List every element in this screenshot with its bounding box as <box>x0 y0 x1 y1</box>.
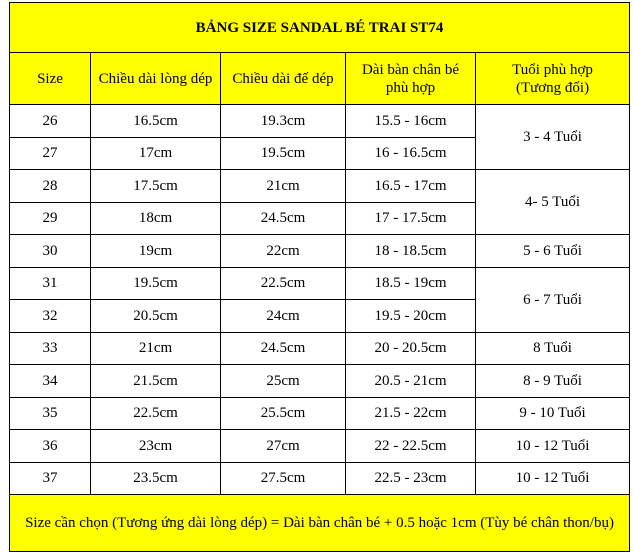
header-age-line1: Tuổi phù hợp <box>512 61 593 78</box>
cell-size: 36 <box>10 430 91 463</box>
cell-foot: 18.5 - 19cm <box>346 267 476 300</box>
cell-size: 34 <box>10 365 91 398</box>
cell-sole: 22cm <box>221 235 346 268</box>
cell-insole: 17cm <box>91 137 221 170</box>
table-row <box>10 397 630 430</box>
cell-insole: 23cm <box>91 430 221 463</box>
header-foot-length-line1: Dài bàn chân bé <box>361 61 460 78</box>
cell-age: 10 - 12 Tuổi <box>476 462 630 495</box>
table-title: BẢNG SIZE SANDAL BÉ TRAI ST74 <box>10 3 630 53</box>
cell-insole: 21cm <box>91 332 221 365</box>
cell-size: 26 <box>10 105 91 138</box>
cell-foot: 17 - 17.5cm <box>346 202 476 235</box>
table-row <box>10 170 630 203</box>
header-age <box>476 53 630 105</box>
cell-foot: 22.5 - 23cm <box>346 462 476 495</box>
size-table <box>9 2 630 552</box>
cell-size: 29 <box>10 202 91 235</box>
cell-age: 9 - 10 Tuổi <box>476 397 630 430</box>
cell-size: 32 <box>10 300 91 333</box>
cell-insole: 18cm <box>91 202 221 235</box>
cell-sole: 27cm <box>221 430 346 463</box>
cell-age: 6 - 7 Tuổi <box>476 267 630 332</box>
cell-sole: 19.5cm <box>221 137 346 170</box>
cell-age: 8 - 9 Tuổi <box>476 365 630 398</box>
cell-size: 30 <box>10 235 91 268</box>
cell-sole: 27.5cm <box>221 462 346 495</box>
table-row <box>10 105 630 138</box>
cell-insole: 22.5cm <box>91 397 221 430</box>
header-foot-length <box>346 53 476 105</box>
table-row <box>10 235 630 268</box>
header-size: Size <box>10 53 91 105</box>
cell-insole: 23.5cm <box>91 462 221 495</box>
cell-sole: 21cm <box>221 170 346 203</box>
cell-foot: 18 - 18.5cm <box>346 235 476 268</box>
cell-foot: 20.5 - 21cm <box>346 365 476 398</box>
cell-size: 37 <box>10 462 91 495</box>
header-age-line2: (Tương đối) <box>515 79 590 96</box>
cell-age: 3 - 4 Tuổi <box>476 105 630 170</box>
cell-sole: 25.5cm <box>221 397 346 430</box>
cell-insole: 16.5cm <box>91 105 221 138</box>
cell-size: 35 <box>10 397 91 430</box>
table-row <box>10 462 630 495</box>
cell-sole: 19.3cm <box>221 105 346 138</box>
cell-foot: 16.5 - 17cm <box>346 170 476 203</box>
header-insole-length: Chiều dài lòng dép <box>91 53 221 105</box>
cell-insole: 20.5cm <box>91 300 221 333</box>
cell-foot: 16 - 16.5cm <box>346 137 476 170</box>
cell-foot: 15.5 - 16cm <box>346 105 476 138</box>
table-row <box>10 430 630 463</box>
cell-size: 31 <box>10 267 91 300</box>
cell-insole: 19.5cm <box>91 267 221 300</box>
cell-sole: 25cm <box>221 365 346 398</box>
cell-age: 8 Tuổi <box>476 332 630 365</box>
cell-foot: 22 - 22.5cm <box>346 430 476 463</box>
cell-foot: 21.5 - 22cm <box>346 397 476 430</box>
header-sole-length: Chiều dài đế dép <box>221 53 346 105</box>
cell-size: 27 <box>10 137 91 170</box>
table-row <box>10 365 630 398</box>
cell-insole: 19cm <box>91 235 221 268</box>
cell-size: 33 <box>10 332 91 365</box>
cell-insole: 21.5cm <box>91 365 221 398</box>
cell-age: 10 - 12 Tuổi <box>476 430 630 463</box>
cell-foot: 19.5 - 20cm <box>346 300 476 333</box>
footer-note: Size cần chọn (Tương ứng dài lòng dép) = Dài bàn chân bé + 0.5 hoặc 1cm (Tùy bé chân thon/bụ) <box>10 495 630 552</box>
cell-sole: 22.5cm <box>221 267 346 300</box>
cell-size: 28 <box>10 170 91 203</box>
cell-age: 5 - 6 Tuổi <box>476 235 630 268</box>
table-row <box>10 332 630 365</box>
cell-age: 4- 5 Tuổi <box>476 170 630 235</box>
table-row <box>10 267 630 300</box>
cell-insole: 17.5cm <box>91 170 221 203</box>
cell-foot: 20 - 20.5cm <box>346 332 476 365</box>
cell-sole: 24.5cm <box>221 202 346 235</box>
header-foot-length-line2: phù hợp <box>385 79 436 96</box>
cell-sole: 24cm <box>221 300 346 333</box>
cell-sole: 24.5cm <box>221 332 346 365</box>
